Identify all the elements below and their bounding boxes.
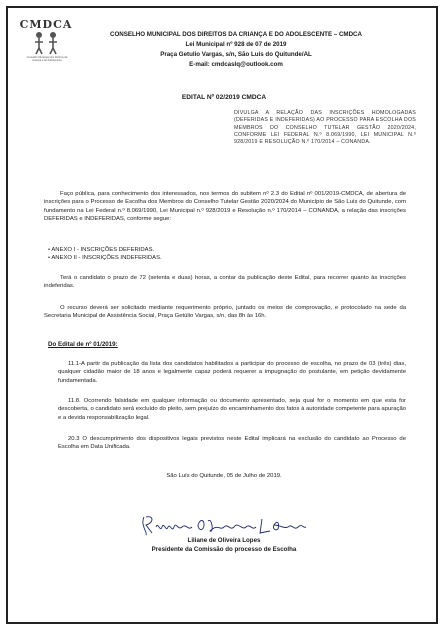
logo-subtitle: Conselho Municipal dos Direitos da Criança e do Adolescente bbox=[26, 56, 68, 62]
intro-paragraph: Faço pública, para conhecimento dos interessados, nos termos do subitem nº 2.3 do Edital nº 001/2019-CMDCA, de abertura de inscrições para o Processo de Escolha dos Membros do Conselho Tutelar Gestão 2020/2024 do Município de São Luís do Quitunde, com fundamento na Lei Federal n.º 8.069/1990, Lei Municipal n.º 928/2019 e Resolução n.º 170/2014 – CONANDA, a relação das inscrições DEFERIDAS e INDEFERIDAS, conforme segue: bbox=[44, 191, 406, 223]
signatory-role: Presidente da Comissão do processo de Escolha bbox=[151, 546, 297, 553]
letterhead-org: CONSELHO MUNICIPAL DOS DIREITOS DA CRIANÇA E DO ADOLESCENTE – CMDCA bbox=[110, 31, 362, 38]
document-title: EDITAL Nº 02/2019 CMDCA bbox=[181, 94, 267, 101]
annex-item-deferidas: • ANEXO I - INSCRIÇÕES DEFERIDAS. bbox=[48, 247, 155, 253]
signatory-block bbox=[8, 536, 440, 554]
place-and-date: São Luís do Quitunde, 05 de Julho de 2019. bbox=[166, 473, 282, 479]
signatory-name: Liliane de Oliveira Lopes bbox=[187, 537, 261, 544]
letterhead-address: Praça Getulio Vargas, s/n, São Luís do Quitunde/AL bbox=[160, 51, 312, 58]
document-summary: DIVULGA A RELAÇÃO DAS INSCRIÇÕES HOMOLOGADAS (DEFERIDAS E INDEFERIDAS) AO PROCESSO PARA ESCOLHA DOS MEMBROS DO CONSELHO TUTELAR GESTÃO 2020/2024, CONFORME LEI FEDERAL N.º 8.069/1990, LEI MUNICIPAL N.º 928/2019 E RESOLUÇÃO N.º 170/2014 – CONANDA. bbox=[234, 110, 416, 146]
clause-20-3: 20.3 O descumprimento dos dispositivos legais previstos neste Edital implicará na exclusão do candidato ao Processo de Escolha em Data Unificada. bbox=[58, 436, 406, 451]
appeal-paragraph: O recurso deverá ser solicitado mediante requerimento próprio, juntado os meios de comprovação, e protocolado na sede da Secretaria Municipal de Assistência Social, Praça Getúlio Vargas, s/n, das 8h às 16h. bbox=[44, 305, 406, 320]
logo-text: CMDCA bbox=[19, 18, 73, 31]
deadline-paragraph: Terá o candidato o prazo de 72 (setenta e duas) horas, a contar da publicação deste Edital, para recorrer quanto às inscrições indeferidas. bbox=[44, 275, 406, 290]
letterhead-law: Lei Municipal nº 928 de 07 de 2019 bbox=[185, 41, 287, 48]
document-page bbox=[6, 6, 438, 624]
children-figure-icon bbox=[30, 30, 62, 56]
clause-11-1: 11.1-A partir da publicação da lista dos candidatos habilitados a participar do processo de escolha, no prazo de 03 (três) dias, qualquer cidadão maior de 18 anos e legalmente capaz poderá requerer a impugnação do postulante, em petição devidamente fundamentada. bbox=[58, 361, 406, 384]
cmdca-logo bbox=[18, 18, 74, 60]
annex-item-indeferidas: • ANEXO II - INSCRIÇÕES INDEFERIDAS. bbox=[48, 255, 162, 261]
letterhead-email: E-mail: cmdcaslq@outlook.com bbox=[189, 61, 283, 68]
handwritten-signature bbox=[138, 513, 308, 537]
clause-11-8: 11.8. Ocorrendo falsidade em qualquer informação ou documento apresentado, seja qual for o momento em que esta for descoberta, o candidato será excluído do pleito, sem prejuízo do encaminhamento dos fatos à autoridade competente para apuração e a devida responsabilização legal. bbox=[58, 398, 406, 421]
section-title: Do Edital de nº 01/2019: bbox=[48, 341, 118, 348]
letterhead bbox=[86, 30, 386, 70]
